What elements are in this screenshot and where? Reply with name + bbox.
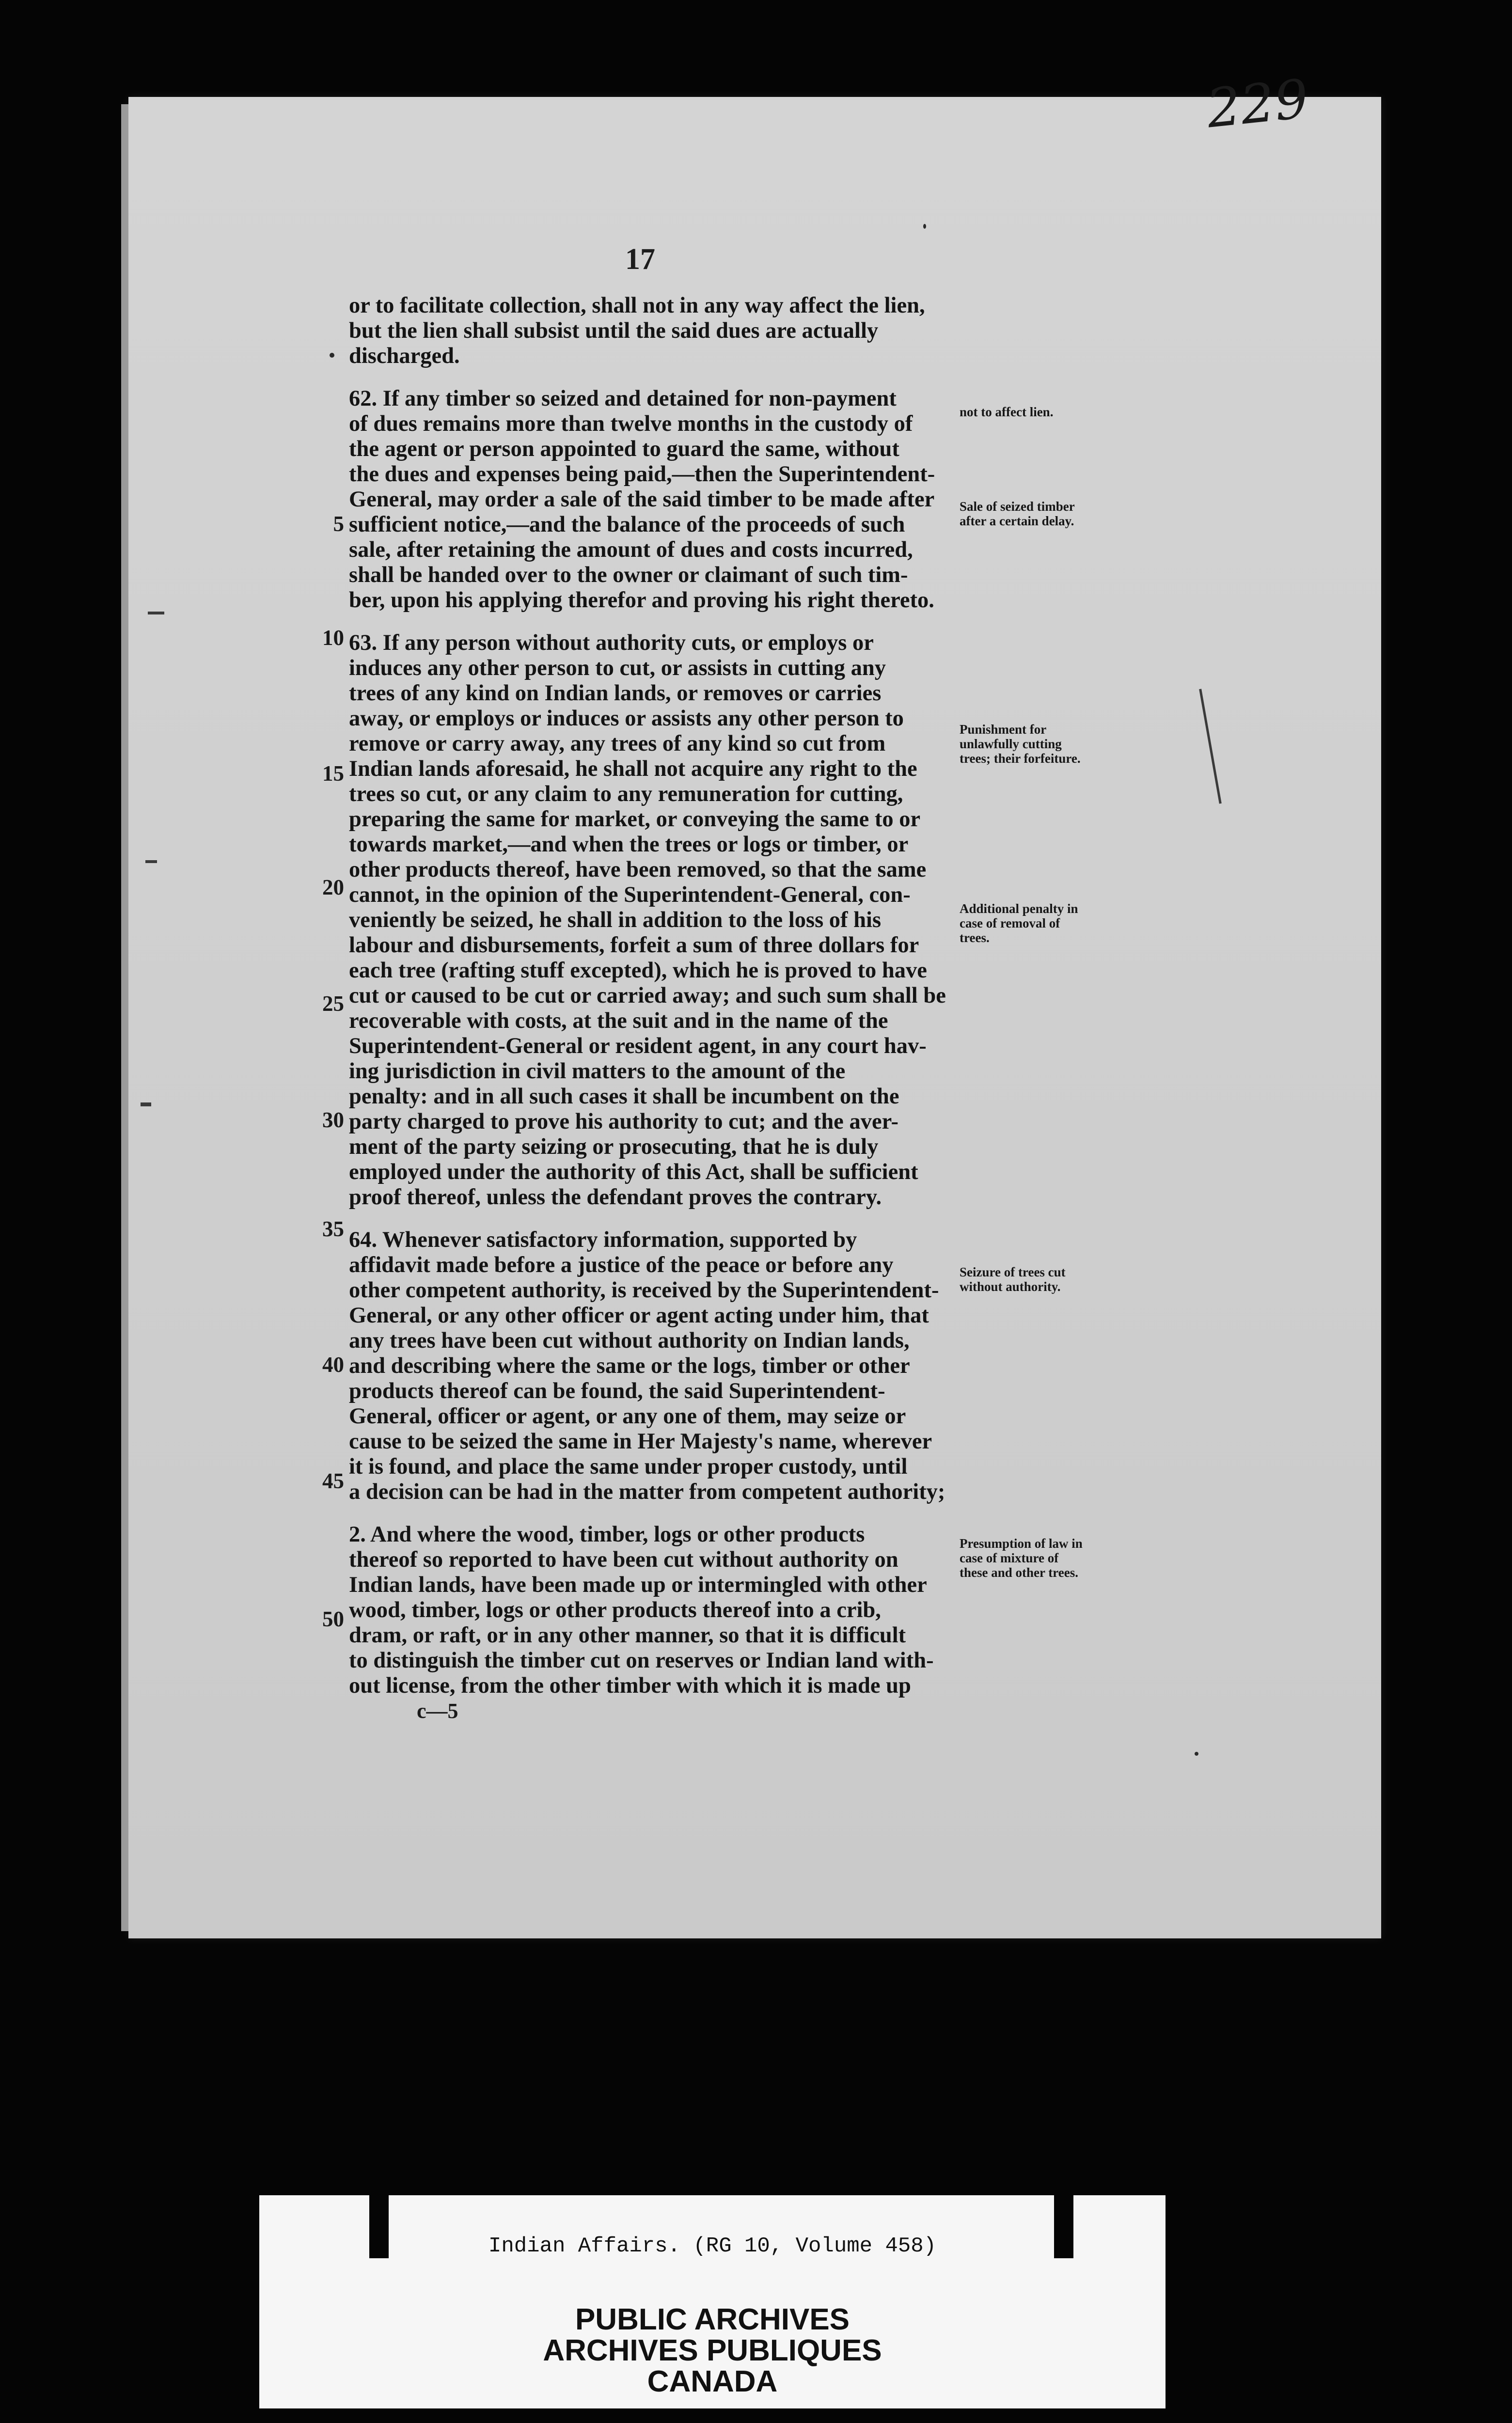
scan-speck <box>923 224 926 229</box>
document-body <box>349 293 979 1699</box>
archive-reference: Indian Affairs. (RG 10, Volume 458) <box>488 2234 937 2258</box>
archive-country: CANADA <box>647 2365 778 2398</box>
line-number: 35 <box>322 1217 344 1241</box>
handwritten-folio-number: 229 <box>1203 67 1312 140</box>
printer-signature-mark: c—5 <box>417 1699 458 1723</box>
label-tab-left <box>369 2195 389 2258</box>
section-62: 62. If any timber so seized and detained for non-payment of dues remains more than twelve months in the custody of the agent or person appointed to guard the same, without the dues and expenses being paid,—then the Superintendent- General, may order a sale of the said timber to be made after sufficient notice,—and the balance of the proceeds of such sale, after retaining the amount of dues and costs incurred, shall be handed over to the owner or claimant of such tim- ber, upon his applying therefor and proving his right thereto. <box>349 386 935 613</box>
line-number: 50 <box>322 1607 344 1631</box>
scan-speck <box>1195 1752 1198 1756</box>
archive-name-english: PUBLIC ARCHIVES <box>575 2303 850 2336</box>
line-number: 10 <box>322 626 344 650</box>
scan-mark <box>145 860 157 863</box>
line-number: 45 <box>322 1469 344 1493</box>
line-number: 40 <box>322 1353 344 1377</box>
margin-note: Punishment for unlawfully cutting trees; their forfeiture. <box>960 722 1081 766</box>
scan-mark <box>148 612 164 614</box>
line-number: 15 <box>322 761 344 786</box>
archive-name <box>259 2304 1166 2397</box>
margin-note: Presumption of law in case of mixture of these and other trees. <box>960 1536 1083 1580</box>
section-63: 63. If any person without authority cuts, or employs or induces any other person to cut, or assists in cutting any trees of any kind on Indian lands, or removes or carries away, or employs or induces or assists any other person to remove or carry away, any trees of any kind so cut from Indian lands aforesaid, he shall not acquire any right to the trees so cut, or any claim to any remuneration for cutting, preparing the same for market, or conveying the same to or towards market,—and when the trees or logs or timber, or other products thereof, have been removed, so that the same cannot, in the opinion of the Superintendent-General, con- veniently be seized, he shall in addition to the loss of his labour and disbursements, forfeit a sum of three dollars for each tree (rafting stuff excepted), which he is proved to have cut or caused to be cut or carried away; and such sum shall be recoverable with costs, at the suit and in the name of the Superintendent-General or resident agent, in any court hav- ing jurisdiction in civil matters to the amount of the penalty: and in all such cases it shall be incumbent on the party charged to prove his authority to cut; and the aver- ment of the party seizing or prosecuting, that he is duly employed under the authority of this Act, shall be sufficient proof thereof, unless the defendant proves the contrary. <box>349 630 946 1210</box>
section-64-subsection-2: 2. And where the wood, timber, logs or other products thereof so reported to have been cut without authority on Indian lands, have been made up or intermingled with other wood, timber, logs or other products thereof into a crib, dram, or raft, or in any other manner, so that it is difficult to distinguish the timber cut on reserves or Indian land with- out license, from the other timber with which it is made up <box>349 1522 934 1698</box>
line-number: 25 <box>322 991 344 1016</box>
section-64: 64. Whenever satisfactory information, supported by affidavit made before a justice of the peace or before any other competent authority, is received by the Superintendent- General, or any other officer or agent acting under him, that any trees have been cut without authority on Indian lands, and describing where the same or the logs, timber or other products thereof can be found, the said Superintendent- General, officer or agent, or any one of them, may seize or cause to be seized the same in Her Majesty's name, wherever it is found, and place the same under proper custody, until a decision can be had in the matter from competent authority; <box>349 1227 945 1504</box>
line-number: 30 <box>322 1108 344 1132</box>
label-tab-right <box>1054 2195 1073 2258</box>
line-number: 20 <box>322 875 344 899</box>
archive-name-french: ARCHIVES PUBLIQUES <box>543 2334 882 2367</box>
margin-note: Additional penalty in case of removal of trees. <box>960 901 1078 945</box>
line-number: 5 <box>333 512 344 536</box>
margin-note: not to affect lien. <box>960 405 1054 419</box>
margin-note: Sale of seized timber after a certain delay. <box>960 499 1075 528</box>
paragraph-continuation: or to facilitate collection, shall not in any way affect the lien, but the lien shall subsist until the said dues are actually discharged. <box>349 293 925 368</box>
scan-speck <box>330 353 334 358</box>
archive-label <box>259 2195 1166 2408</box>
scan-mark <box>141 1102 151 1106</box>
margin-note: Seizure of trees cut without authority. <box>960 1265 1066 1294</box>
printed-page-number: 17 <box>625 243 655 276</box>
